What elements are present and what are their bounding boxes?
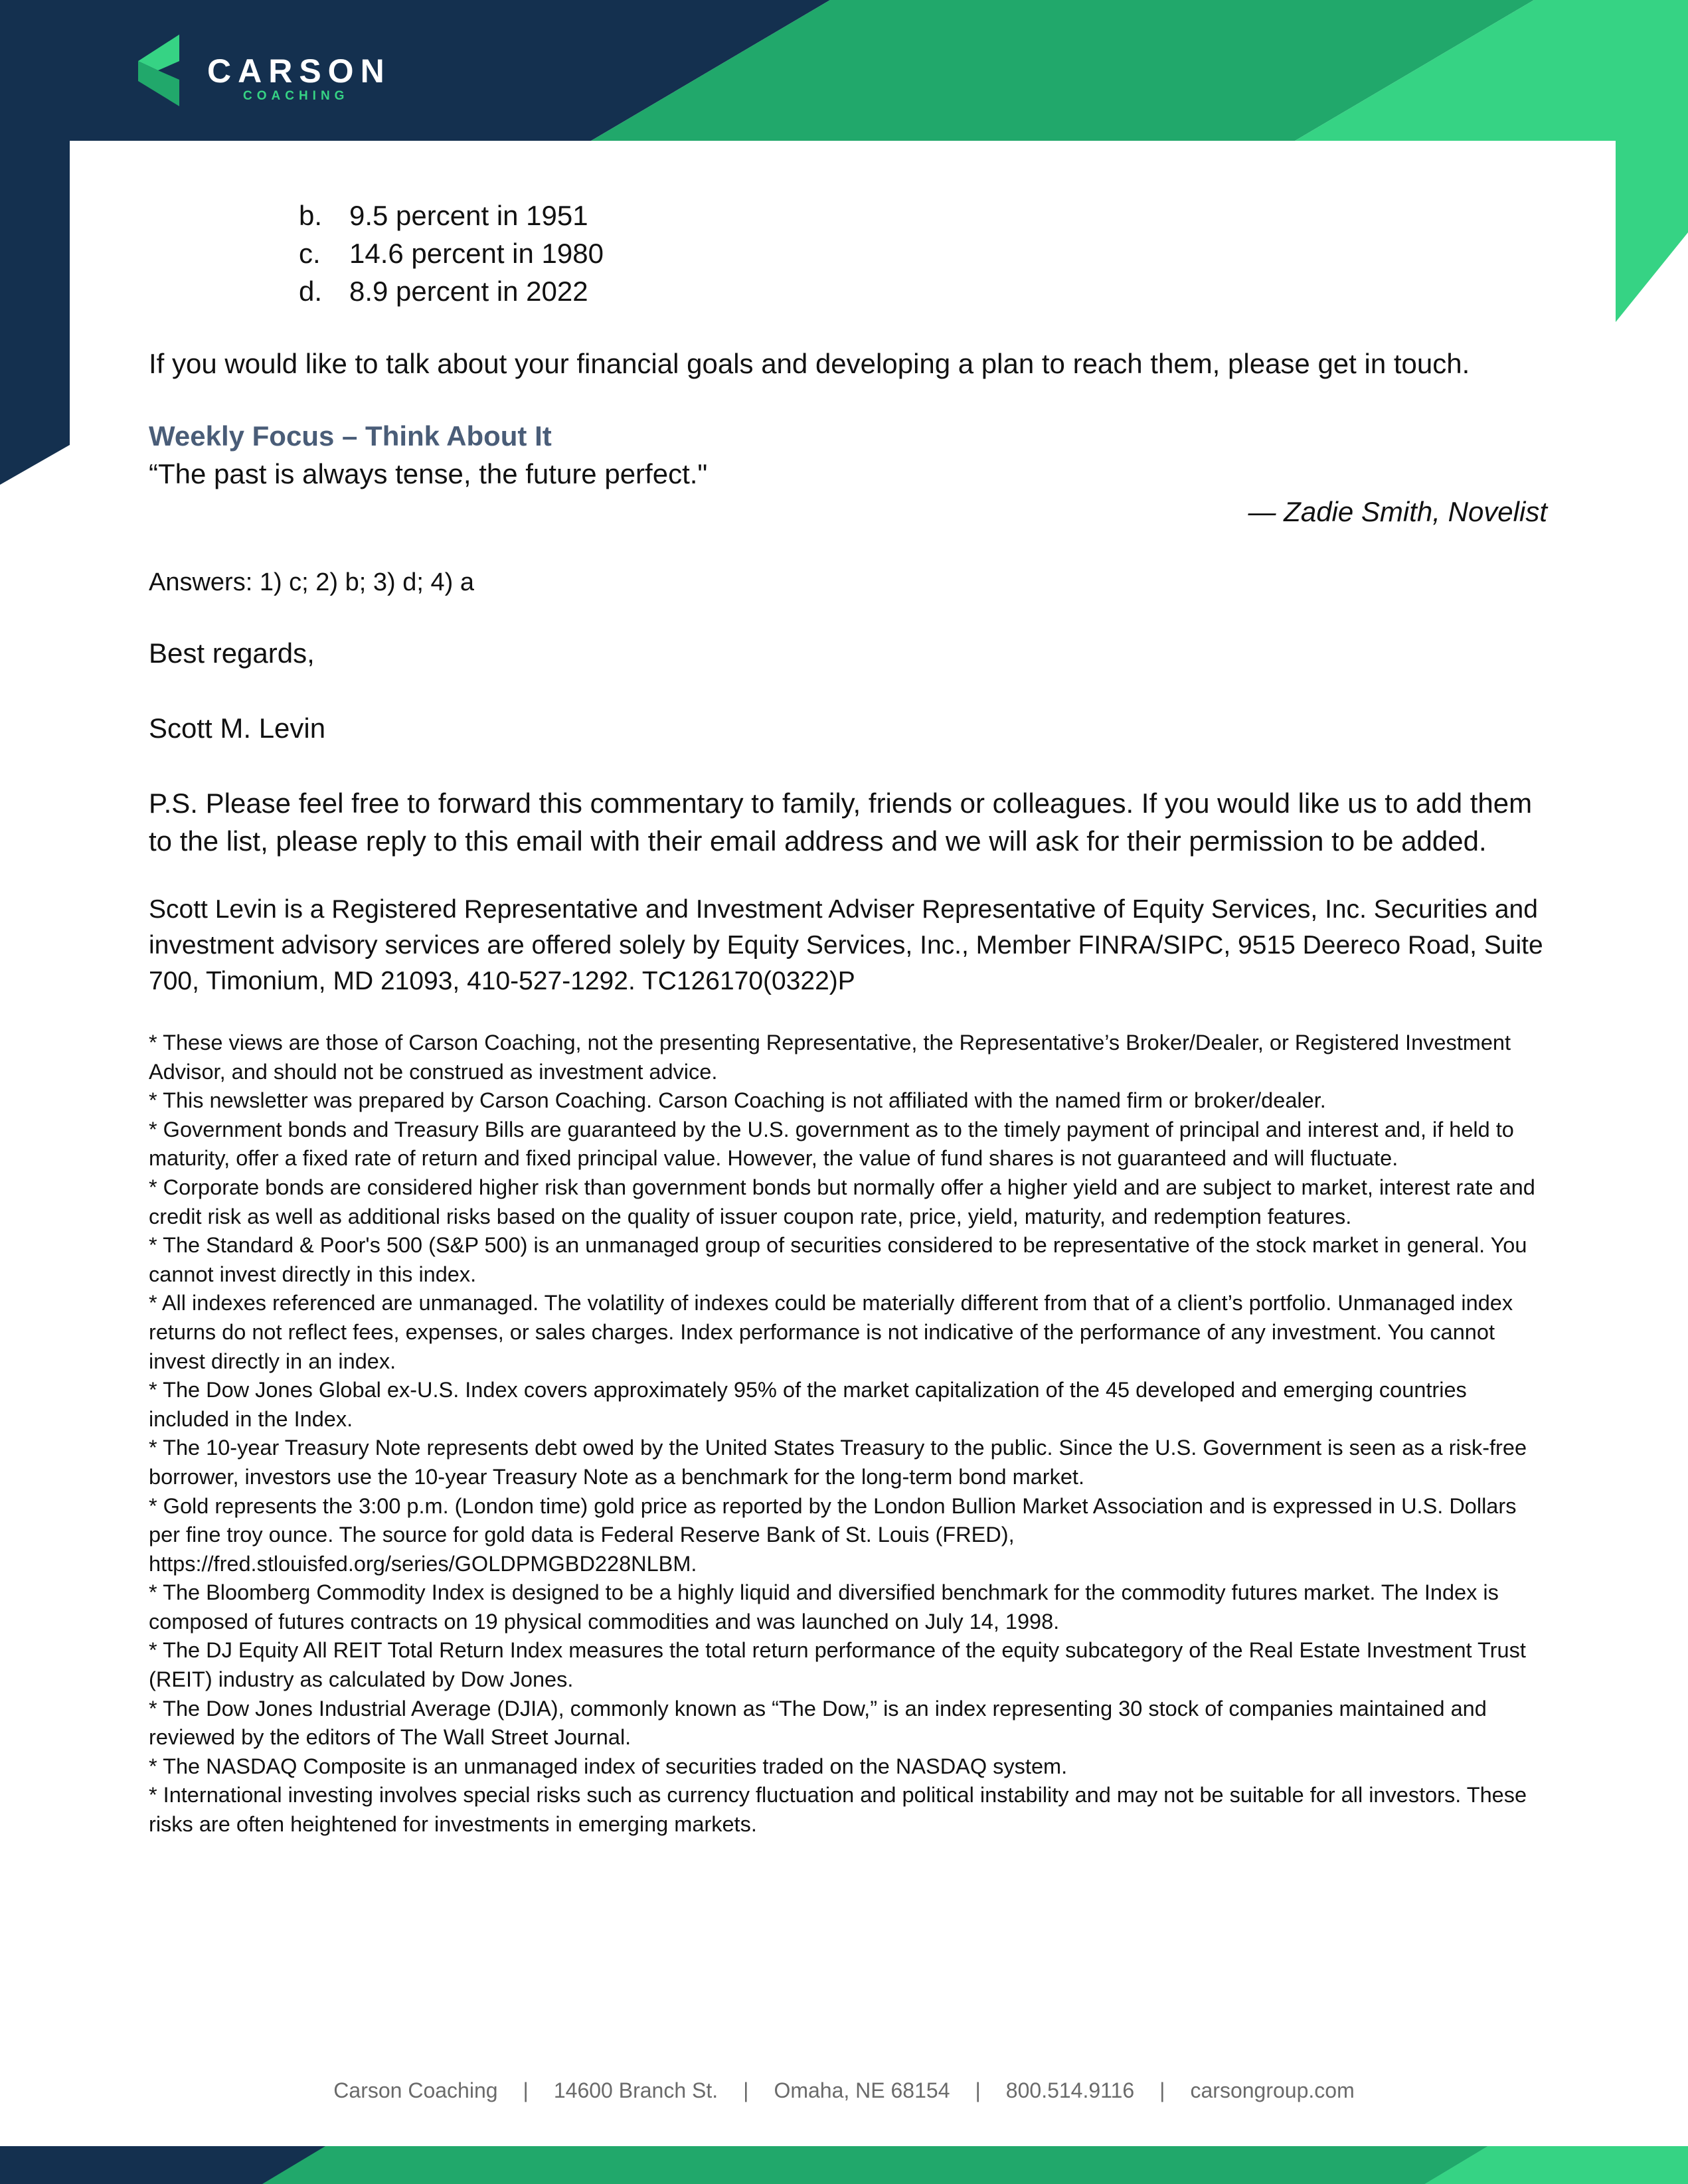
chevron-logo-icon bbox=[138, 35, 179, 106]
footer-green-band bbox=[262, 2146, 1487, 2184]
footnote: * The 10-year Treasury Note represents debt owed by the United States Treasury to the public. Since the U.S. Government is seen as a risk-free borrower, investors use the 10-year Treasury Note as a benchmark for the long-term bond market. bbox=[149, 1436, 1527, 1489]
footnote: * Government bonds and Treasury Bills are guaranteed by the U.S. government as to the timely payment of principal and interest and, if held to maturity, offer a fixed rate of return and fixed principal value. However, the value of fund shares is not guaranteed and will fluctuate. bbox=[149, 1117, 1514, 1171]
signature-name: Scott M. Levin bbox=[149, 713, 326, 744]
footer-separator: | bbox=[743, 2078, 749, 2102]
footer-separator: | bbox=[1159, 2078, 1165, 2102]
footer-separator: | bbox=[975, 2078, 981, 2102]
footnote: * International investing involves special risks such as currency fluctuation and political instability and may not be suitable for all investors. These risks are often heightened for investments in emerging markets. bbox=[149, 1783, 1527, 1837]
quiz-options-list bbox=[299, 197, 1547, 310]
footer-company: Carson Coaching bbox=[333, 2078, 498, 2102]
quiz-option bbox=[299, 234, 1547, 272]
footnote: * Corporate bonds are considered higher risk than government bonds but normally offer a higher yield and are subject to market, interest rate and credit risk as well as additional risks based on the quality of issuer coupon rate, price, yield, maturity, and redemption features. bbox=[149, 1175, 1535, 1228]
ps-paragraph: P.S. Please feel free to forward this commentary to family, friends or colleagues. If you would like us to add them to the list, please reply to this email with their email address and we will ask for their permission to be added. bbox=[149, 788, 1533, 857]
representative-disclosure: Scott Levin is a Registered Representative and Investment Adviser Representative of Equity Services, Inc. Securities and investment advisory services are offered solely by Equity Services, Inc., Member FINRA/SIPC, 9515 Deereco Road, Suite 700, Timonium, MD 21093, 410-527-1292. TC126170(0322)P bbox=[149, 895, 1543, 995]
footer-street: 14600 Branch St. bbox=[553, 2078, 718, 2102]
logo-subtitle: COACHING bbox=[243, 89, 349, 103]
contact-paragraph: If you would like to talk about your financial goals and developing a plan to reach them, please get in touch. bbox=[149, 348, 1470, 379]
quiz-option bbox=[299, 197, 1547, 234]
footnote: * The NASDAQ Composite is an unmanaged index of securities traded on the NASDAQ system. bbox=[149, 1754, 1068, 1778]
footer-phone: 800.514.9116 bbox=[1005, 2078, 1135, 2102]
quiz-option-text: 9.5 percent in 1951 bbox=[349, 200, 588, 231]
footnote: * The Dow Jones Industrial Average (DJIA), commonly known as “The Dow,” is an index representing 30 stock of companies maintained and reviewed by the editors of The Wall Street Journal. bbox=[149, 1696, 1487, 1750]
footnote: * The Standard & Poor's 500 (S&P 500) is an unmanaged group of securities considered to be representative of the stock market in general. You cannot invest directly in this index. bbox=[149, 1233, 1527, 1286]
footer-website-link[interactable]: carsongroup.com bbox=[1190, 2078, 1355, 2102]
quiz-option-text: 14.6 percent in 1980 bbox=[349, 238, 604, 269]
footer-contact-line bbox=[0, 2078, 1688, 2103]
newsletter-body bbox=[149, 197, 1547, 1839]
footnote: * The DJ Equity All REIT Total Return Index measures the total return performance of the equity subcategory of the Real Estate Investment Trust (REIT) industry as calculated by Dow Jones. bbox=[149, 1638, 1526, 1692]
quote-attribution: — Zadie Smith, Novelist bbox=[1248, 496, 1547, 527]
quiz-option bbox=[299, 272, 1547, 310]
footnote: * The Dow Jones Global ex-U.S. Index covers approximately 95% of the market capitalization of the 45 developed and emerging countries included in the Index. bbox=[149, 1378, 1467, 1431]
quiz-option-letter: c. bbox=[299, 238, 321, 269]
footer-city: Omaha, NE 68154 bbox=[774, 2078, 950, 2102]
quiz-answers: Answers: 1) c; 2) b; 3) d; 4) a bbox=[149, 568, 474, 596]
weekly-focus-quote: “The past is always tense, the future perfect." bbox=[149, 458, 708, 489]
quiz-option-letter: d. bbox=[299, 276, 323, 307]
footnote: * Gold represents the 3:00 p.m. (London time) gold price as reported by the London Bullion Market Association and is expressed in U.S. Dollars per fine troy ounce. The source for gold data is Federal Reserve Bank of St. Louis (FRED), https://fred.stlouisfed.org/series/GOLDPMGBD228NLBM. bbox=[149, 1493, 1517, 1576]
closing-salutation: Best regards, bbox=[149, 637, 315, 669]
footnote: * These views are those of Carson Coaching, not the presenting Representative, the Representative’s Broker/Dealer, or Registered Investment Advisor, and should not be construed as investment advice. bbox=[149, 1031, 1511, 1084]
footnotes-section bbox=[149, 1029, 1547, 1839]
quiz-option-letter: b. bbox=[299, 200, 323, 231]
footnote: * The Bloomberg Commodity Index is designed to be a highly liquid and diversified benchmark for the commodity futures market. The Index is composed of futures contracts on 19 physical commodities and was launched on July 14, 1998. bbox=[149, 1580, 1499, 1634]
quiz-option-text: 8.9 percent in 2022 bbox=[349, 276, 588, 307]
footnote: * This newsletter was prepared by Carson Coaching. Carson Coaching is not affiliated with the named firm or broker/dealer. bbox=[149, 1088, 1326, 1113]
footer-separator: | bbox=[523, 2078, 529, 2102]
logo-wordmark: CARSON bbox=[207, 52, 391, 90]
footnote: * All indexes referenced are unmanaged. The volatility of indexes could be materially different from that of a client’s portfolio. Unmanaged index returns do not reflect fees, expenses, or sales charges. Index performance is not indicative of the performance of any investment. You cannot invest directly in an index. bbox=[149, 1291, 1513, 1373]
weekly-focus-title: Weekly Focus – Think About It bbox=[149, 420, 552, 452]
